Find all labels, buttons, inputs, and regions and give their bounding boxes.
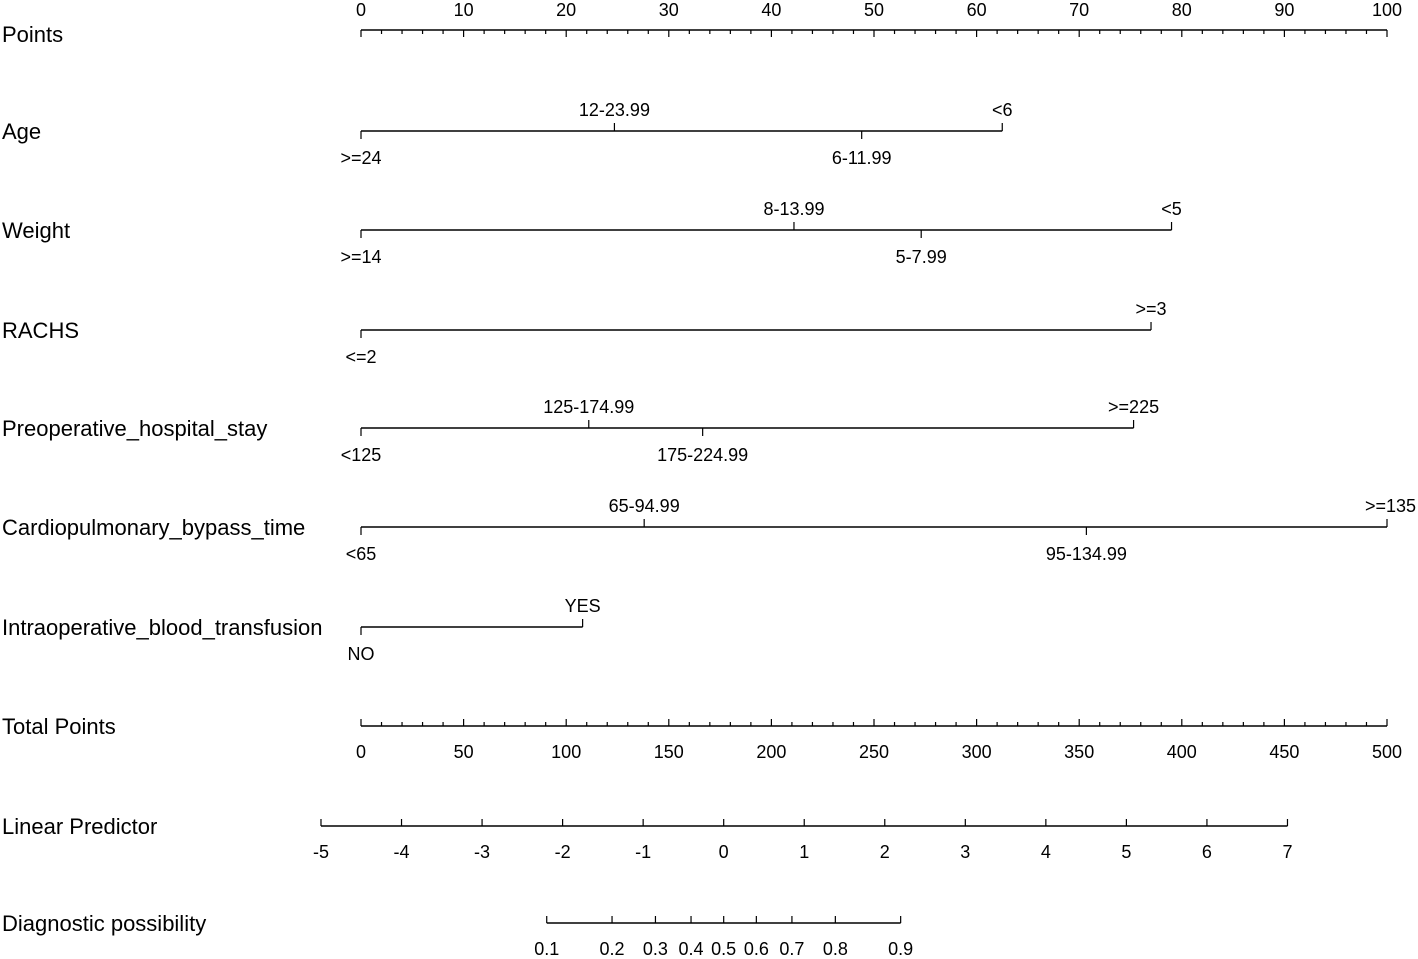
diagnostic-possibility-tick-label: 0.5 — [711, 939, 737, 959]
points-tick-label: 40 — [761, 0, 782, 20]
linear-predictor-tick-label: 5 — [1121, 842, 1132, 862]
predictor-level-label: NO — [347, 644, 375, 664]
linear-predictor-tick-label: -4 — [393, 842, 410, 862]
points-tick-label: 20 — [556, 0, 577, 20]
predictor-level-label: >=3 — [1135, 299, 1167, 319]
points-tick-label: 60 — [966, 0, 987, 20]
total-points-tick-label: 450 — [1269, 742, 1300, 762]
points-tick-label: 50 — [863, 0, 885, 20]
total-points-tick-label: 200 — [756, 742, 787, 762]
diagnostic-possibility-tick-label: 0.4 — [678, 939, 704, 959]
predictor-level-label: <6 — [991, 100, 1013, 120]
predictor-level-label: >=24 — [340, 148, 382, 168]
predictor-label: Age — [2, 119, 42, 144]
diagnostic-possibility-tick-label: 0.7 — [779, 939, 805, 959]
linear-predictor-tick-label: -5 — [312, 842, 329, 862]
total-points-label: Total Points — [2, 714, 116, 739]
linear-predictor-tick-label: -2 — [554, 842, 571, 862]
predictor-level-label: <65 — [345, 544, 377, 564]
linear-predictor-tick-label: 4 — [1040, 842, 1051, 862]
predictor-level-label: >=225 — [1108, 397, 1160, 417]
points-tick-label: 0 — [355, 0, 367, 20]
predictor-level-label: 8-13.99 — [763, 199, 825, 219]
predictor-level-label: >=14 — [340, 247, 382, 267]
points-tick-label: 10 — [453, 0, 474, 20]
points-tick-label: 70 — [1069, 0, 1090, 20]
predictor-level-label: YES — [564, 596, 601, 616]
points-tick-label: 90 — [1274, 0, 1295, 20]
total-points-tick-label: 0 — [355, 742, 367, 762]
total-points-tick-label: 400 — [1166, 742, 1197, 762]
linear-predictor-tick-label: 6 — [1201, 842, 1212, 862]
total-points-tick-label: 50 — [453, 742, 474, 762]
linear-predictor-tick-label: 2 — [879, 842, 890, 862]
total-points-tick-label: 250 — [858, 742, 890, 762]
predictor-label: Preoperative_hospital_stay — [2, 416, 268, 441]
linear-predictor-tick-label: -3 — [474, 842, 491, 862]
linear-predictor-label: Linear Predictor — [2, 814, 158, 839]
linear-predictor-tick-label: 0 — [718, 842, 729, 862]
predictor-level-label: 95-134.99 — [1045, 544, 1127, 564]
diagnostic-possibility-tick-label: 0.6 — [743, 939, 769, 959]
predictor-level-label: 5-7.99 — [895, 247, 947, 267]
points-tick-label: 30 — [658, 0, 679, 20]
predictor-label: RACHS — [2, 318, 80, 343]
diagnostic-possibility-tick-label: 0.2 — [599, 939, 625, 959]
linear-predictor-tick-label: 7 — [1282, 842, 1293, 862]
linear-predictor-tick-label: 3 — [960, 842, 971, 862]
predictor-level-label: 125-174.99 — [543, 397, 635, 417]
predictor-label: Weight — [2, 218, 71, 243]
points-tick-label: 80 — [1171, 0, 1192, 20]
diagnostic-possibility-tick-label: 0.8 — [822, 939, 848, 959]
predictor-label: Intraoperative_blood_transfusion — [2, 615, 323, 640]
total-points-tick-label: 500 — [1371, 742, 1403, 762]
predictor-level-label: 175-224.99 — [657, 445, 749, 465]
points-tick-label: 100 — [1371, 0, 1403, 20]
diagnostic-possibility-tick-label: 0.3 — [642, 939, 668, 959]
total-points-tick-label: 350 — [1064, 742, 1095, 762]
predictor-level-label: <5 — [1161, 199, 1182, 219]
total-points-tick-label: 150 — [653, 742, 684, 762]
linear-predictor-tick-label: -1 — [635, 842, 652, 862]
predictor-label: Cardiopulmonary_bypass_time — [2, 515, 306, 540]
predictor-level-label: <=2 — [345, 347, 377, 367]
diagnostic-possibility-tick-label: 0.1 — [534, 939, 560, 959]
diagnostic-possibility-tick-label: 0.9 — [888, 939, 914, 959]
linear-predictor-tick-label: 1 — [799, 842, 810, 862]
predictor-level-label: 6-11.99 — [831, 148, 892, 168]
predictor-level-label: <125 — [340, 445, 382, 465]
points-scale-label: Points — [2, 22, 64, 47]
total-points-tick-label: 100 — [551, 742, 582, 762]
total-points-tick-label: 300 — [961, 742, 992, 762]
predictor-level-label: 12-23.99 — [578, 100, 650, 120]
diagnostic-possibility-label: Diagnostic possibility — [2, 911, 207, 936]
predictor-level-label: >=135 — [1364, 496, 1416, 516]
predictor-level-label: 65-94.99 — [608, 496, 680, 516]
